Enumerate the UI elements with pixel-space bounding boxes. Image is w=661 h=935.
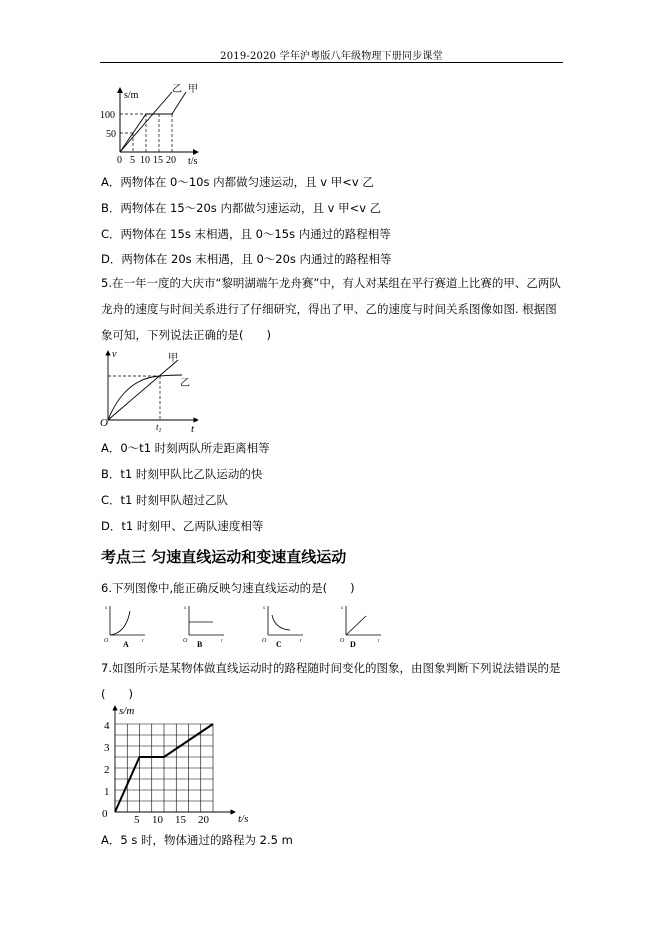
q5-option-c: C．t1 时刻甲队超过乙队 xyxy=(101,493,229,507)
x-tick-15: 15 xyxy=(175,814,186,826)
q5-option-b: B．t1 时刻甲队比乙队运动的快 xyxy=(101,467,263,481)
y-axis-label: s/m xyxy=(119,705,135,717)
grid xyxy=(115,724,213,812)
option-label-c: C xyxy=(276,640,282,649)
q4-st-graph xyxy=(100,78,220,168)
y-tick-100: 100 xyxy=(100,110,115,121)
q6-graph-b xyxy=(179,603,229,651)
y-axis-label: s/m xyxy=(124,90,139,101)
q5-stem-line-1: 5.在一年一度的大庆市“黎明湖端午龙舟赛”中，有人对某组在平行赛道上比赛的甲、乙两队 xyxy=(101,276,561,290)
q4-option-a: A．两物体在 0～10s 内都做匀速运动，且 v 甲<v 乙 xyxy=(101,175,374,189)
series-yi-curve xyxy=(108,375,182,420)
q5-option-a: A．0～t1 时刻两队所走距离相等 xyxy=(101,441,270,455)
y-tick-1: 1 xyxy=(104,786,110,798)
q5-stem-line-2: 龙舟的速度与时间关系进行了仔细研究，得出了甲、乙的速度与时间关系图像如图. 根据图 xyxy=(101,302,557,316)
option-label-d: D xyxy=(350,640,356,649)
origin-label: O xyxy=(100,417,108,429)
y-tick-0: 0 xyxy=(102,808,108,820)
q6-graph-c xyxy=(258,603,308,651)
q4-option-d: D．两物体在 20s 末相遇，且 0～20s 内通过的路程相等 xyxy=(101,252,392,266)
y-tick-3: 3 xyxy=(104,742,110,754)
x-tick-0: 0 xyxy=(117,155,122,166)
series-label-yi: 乙 xyxy=(180,378,190,389)
axis-s: s xyxy=(263,606,265,611)
axis-t: t xyxy=(221,639,223,644)
series-label-jia: 甲 xyxy=(188,84,198,95)
axis-s: s xyxy=(341,606,343,611)
q7-stem-line-1: 7.如图所示是某物体做直线运动时的路程随时间变化的图象，由图象判断下列说法错误的是 xyxy=(101,661,561,675)
series-label-yi: 乙 xyxy=(172,84,182,95)
section-heading: 考点三 匀速直线运动和变速直线运动 xyxy=(101,548,347,566)
q7-st-graph xyxy=(100,702,265,827)
option-label-b: B xyxy=(197,640,203,649)
q6-graph-d xyxy=(336,603,386,651)
x-axis-label: t/s xyxy=(238,813,249,825)
y-tick-4: 4 xyxy=(104,720,110,732)
q5-vt-graph xyxy=(100,348,210,433)
q4-option-c: C．两物体在 15s 末相遇，且 0～15s 内通过的路程相等 xyxy=(101,227,391,241)
t1-label: $t_1$ xyxy=(156,422,162,434)
page-header: 2019-2020 学年沪粤版八年级物理下册同步课堂 xyxy=(220,51,443,62)
axis-t: t xyxy=(142,639,144,644)
origin: O xyxy=(183,638,188,644)
axis-s: s xyxy=(105,606,107,611)
x-tick-20: 20 xyxy=(166,155,176,166)
q6-stem: 6.下列图像中,能正确反映匀速直线运动的是( ) xyxy=(101,581,355,595)
q6-graph-a xyxy=(100,603,150,651)
origin: O xyxy=(104,638,109,644)
axis-s: s xyxy=(184,606,186,611)
x-tick-15: 15 xyxy=(153,155,163,166)
series-yi-line xyxy=(120,92,172,152)
option-label-a: A xyxy=(123,640,129,649)
x-axis-label: t/s xyxy=(188,156,198,167)
q5-option-d: D．t1 时刻甲、乙两队速度相等 xyxy=(101,519,264,533)
y-tick-50: 50 xyxy=(106,129,116,140)
q5-stem-line-3: 象可知，下列说法正确的是( ) xyxy=(101,328,271,342)
y-tick-2: 2 xyxy=(104,764,110,776)
x-tick-5: 5 xyxy=(134,814,140,826)
x-tick-20: 20 xyxy=(198,814,209,826)
axis-t: t xyxy=(378,639,380,644)
x-tick-10: 10 xyxy=(152,814,163,826)
x-axis-label: t xyxy=(191,423,195,435)
origin: O xyxy=(262,638,267,644)
y-axis-label: v xyxy=(112,349,117,360)
origin: O xyxy=(340,638,345,644)
series-label-jia: 甲 xyxy=(168,353,178,364)
x-tick-10: 10 xyxy=(140,155,150,166)
series-jia-line xyxy=(108,360,178,420)
x-tick-5: 5 xyxy=(130,155,135,166)
series-jia-line xyxy=(120,92,186,152)
axis-t: t xyxy=(300,639,302,644)
q7-option-a: A．5 s 时，物体通过的路程为 2.5 m xyxy=(101,833,293,847)
q4-option-b: B．两物体在 15～20s 内都做匀速运动，且 v 甲<v 乙 xyxy=(101,201,382,215)
q7-stem-line-2: ( ) xyxy=(101,687,133,701)
header-divider xyxy=(100,62,563,63)
